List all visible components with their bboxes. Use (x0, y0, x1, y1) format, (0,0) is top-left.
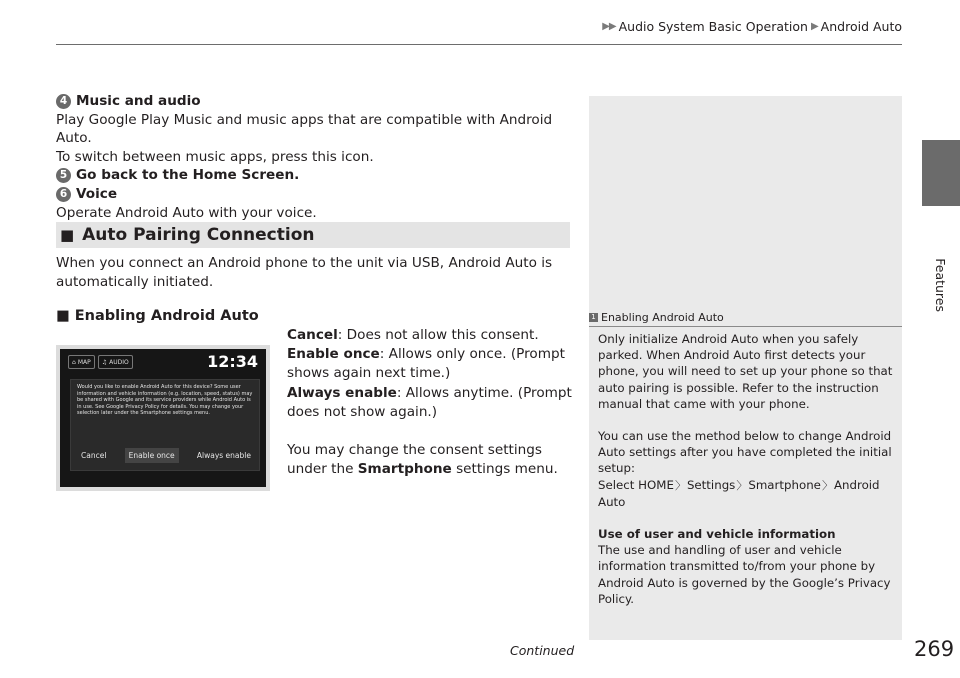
subsection-heading (56, 308, 259, 324)
item-music-line-1: Play Google Play Music and music apps that are compatible with Android Auto. (56, 111, 553, 147)
item-voice-heading (56, 185, 576, 204)
number-5-icon: 5 (56, 168, 71, 183)
option-cancel (287, 326, 572, 345)
side-tab-label: Features (933, 258, 948, 312)
screen-dialog-buttons (77, 448, 255, 463)
note-paragraph-2-text: You can use the method below to change Android Auto settings after you have completed the initial setup: (598, 429, 892, 476)
screen-consent-dialog (70, 379, 260, 471)
option-text: : Allows anytime. (Prompt does not show again.) (287, 384, 572, 420)
running-header (602, 19, 902, 34)
consent-settings-note (287, 441, 572, 479)
option-always-enable (287, 384, 572, 422)
note-paragraph-1: Only initialize Android Auto when you safely parked. When Android Auto first detects your phone, you will need to set up your phone so that auto pairing is possible. Refer to the instruction manual that came with your phone. (598, 332, 893, 411)
note-subheading-text: Use of user and vehicle information (598, 527, 836, 542)
item-music-line-2: To switch between music apps, press this icon. (56, 148, 374, 165)
consent-text: settings menu. (451, 461, 558, 478)
number-6-icon: 6 (56, 187, 71, 202)
screen-audio-button (98, 355, 133, 369)
option-term: Cancel (287, 327, 338, 343)
option-term: Enable once (287, 346, 380, 363)
note-path-step: Settings (686, 477, 736, 492)
note-paragraph-3: The use and handling of user and vehicle information transmitted to/from your phone by Android Auto is governed by the Google’s Privacy Policy. (598, 543, 891, 606)
number-4-icon: 4 (56, 94, 71, 109)
screen-map-label: MAP (77, 358, 91, 366)
section-title: Auto Pairing Connection (82, 225, 315, 245)
screen-always-enable-button: Always enable (196, 451, 251, 460)
continued-label: Continued (510, 643, 575, 658)
note-path-step: Android Auto (598, 477, 880, 509)
consent-term: Smartphone (357, 461, 452, 478)
note-path-prefix: Select HOME (598, 477, 674, 492)
screen-audio-label: AUDIO (109, 358, 129, 366)
screen-clock: 12:34 (207, 352, 258, 371)
note-body (598, 331, 896, 607)
option-enable-once (287, 345, 572, 383)
screen-cancel-button: Cancel (81, 451, 107, 460)
note-subheading (598, 526, 896, 542)
home-icon: ⌂ (72, 358, 76, 366)
option-descriptions (287, 326, 572, 479)
note-title: Enabling Android Auto (601, 311, 724, 324)
consent-text: You may change the consent settings under the (287, 442, 542, 478)
option-text: : Does not allow this consent. (337, 327, 539, 343)
square-marker-icon: ■ (56, 308, 70, 324)
option-term: Always enable (287, 384, 397, 401)
screen-map-button (68, 355, 95, 369)
arrow-right-icon: 〉 (674, 478, 686, 492)
double-arrow-icon: ▶▶ (602, 21, 616, 32)
arrow-right-icon: 〉 (736, 478, 748, 492)
screen-consent-message: Would you like to enable Android Auto for this device? Some user information and vehicle information (e.g. location, speed, status) may be shared with Google and its service providers while Android Auto is in use. See Google Privacy Policy for details. You may change your selection later under the Smartphone settings menu. (77, 384, 253, 416)
side-tab-marker (922, 140, 960, 206)
item-music-heading (56, 92, 576, 111)
note-rule (589, 326, 902, 327)
item-music-title: Music and audio (76, 93, 201, 109)
note-paragraph-2 (598, 428, 896, 510)
page-number: 269 (914, 637, 955, 661)
square-marker-icon: ■ (60, 226, 75, 244)
music-note-icon: ♫ (101, 358, 108, 366)
note-path-step: Smartphone (748, 477, 821, 492)
screen-enable-once-button: Enable once (125, 448, 179, 463)
screen-display (60, 349, 266, 487)
item-home-title: Go back to the Home Screen. (76, 167, 300, 184)
item-home-heading (56, 166, 576, 185)
screen-topbar (68, 355, 133, 369)
item-list (56, 92, 576, 222)
section-heading (56, 222, 570, 248)
note-heading (589, 311, 902, 324)
subsection-title: Enabling Android Auto (74, 308, 259, 324)
section-intro: When you connect an Android phone to the unit via USB, Android Auto is automatically initiated. (56, 255, 553, 290)
reference-icon: 1 (589, 313, 598, 322)
screen-illustration (56, 345, 270, 491)
item-voice-line-1: Operate Android Auto with your voice. (56, 204, 317, 221)
header-subsection: Android Auto (820, 19, 902, 34)
header-rule (56, 44, 902, 45)
option-text: : Allows only once. (Prompt shows again next time.) (287, 346, 565, 382)
header-section: Audio System Basic Operation (618, 19, 808, 34)
arrow-right-icon: 〉 (821, 478, 833, 492)
item-voice-title: Voice (76, 185, 118, 202)
arrow-icon: ▶ (810, 21, 818, 32)
